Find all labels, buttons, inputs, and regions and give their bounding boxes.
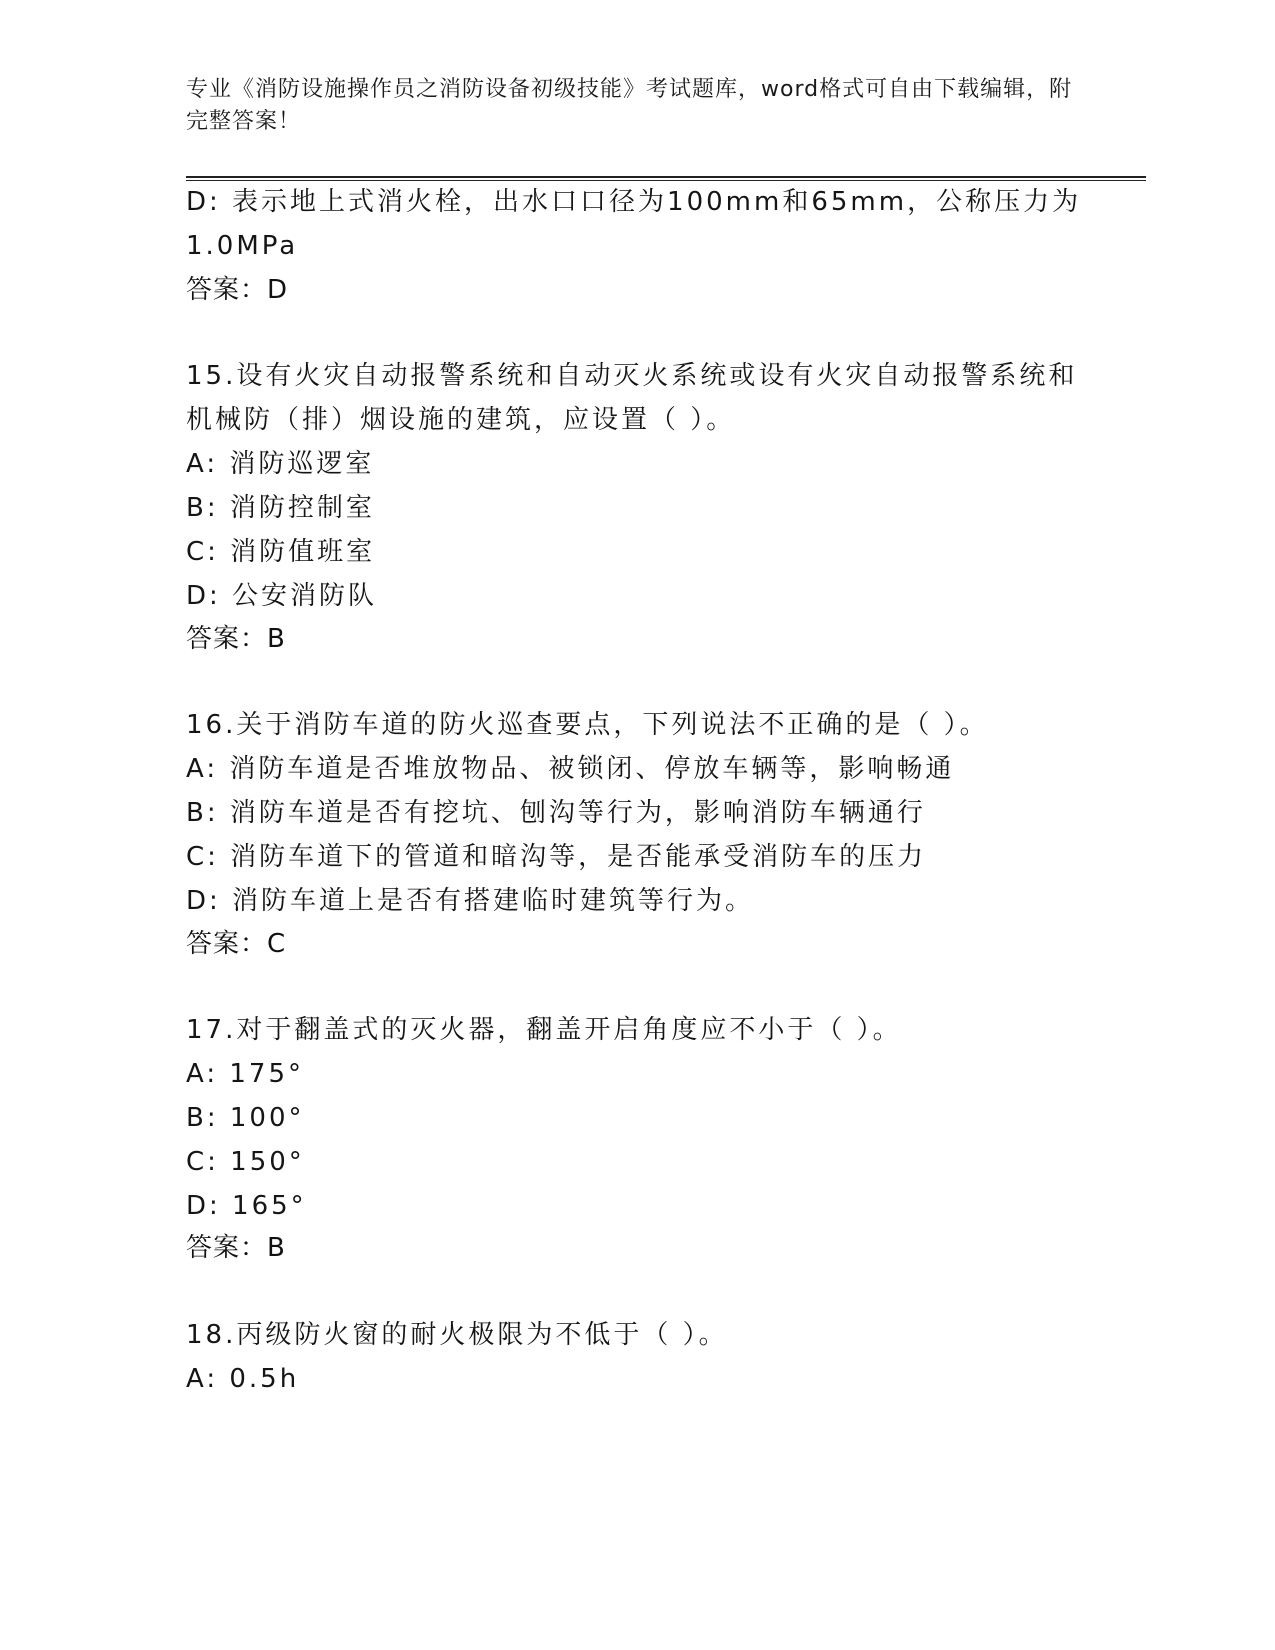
q17-option-d: D: 165° bbox=[186, 1191, 307, 1221]
q15-stem-line2: 机械防（排）烟设施的建筑，应设置（ ）。 bbox=[186, 405, 736, 435]
q16-answer: 答案：C bbox=[186, 929, 287, 959]
q15-option-c: C: 消防值班室 bbox=[186, 537, 376, 567]
q14-answer: 答案：D bbox=[186, 275, 289, 305]
q17-option-b: B: 100° bbox=[186, 1103, 305, 1133]
q17-option-c: C: 150° bbox=[186, 1147, 305, 1177]
q16-option-c: C: 消防车道下的管道和暗沟等，是否能承受消防车的压力 bbox=[186, 842, 927, 872]
q14-option-d-line2: 1.0MPa bbox=[186, 231, 299, 261]
q18-stem: 18.丙级防火窗的耐火极限为不低于（ ）。 bbox=[186, 1320, 728, 1350]
q14-option-d-line1: D: 表示地上式消火栓，出水口口径为100mm和65mm，公称压力为 bbox=[186, 187, 1082, 217]
q15-option-a: A: 消防巡逻室 bbox=[186, 449, 375, 479]
q15-stem-line1: 15.设有火灾自动报警系统和自动灭火系统或设有火灾自动报警系统和 bbox=[186, 361, 1078, 391]
q17-answer: 答案：B bbox=[186, 1233, 286, 1263]
q15-option-d: D: 公安消防队 bbox=[186, 581, 378, 611]
q15-answer: 答案：B bbox=[186, 624, 286, 654]
document-header: 专业《消防设施操作员之消防设备初级技能》考试题库，word格式可自由下载编辑，附完整答案！ bbox=[186, 77, 1073, 134]
q17-stem: 17.对于翻盖式的灭火器，翻盖开启角度应不小于（ ）。 bbox=[186, 1015, 902, 1045]
header-divider bbox=[186, 176, 1146, 181]
q17-option-a: A: 175° bbox=[186, 1059, 304, 1089]
q16-option-a: A: 消防车道是否堆放物品、被锁闭、停放车辆等，影响畅通 bbox=[186, 754, 955, 784]
q16-stem: 16.关于消防车道的防火巡查要点，下列说法不正确的是（ ）。 bbox=[186, 710, 989, 740]
q16-option-d: D: 消防车道上是否有搭建临时建筑等行为。 bbox=[186, 886, 755, 916]
q18-option-a: A: 0.5h bbox=[186, 1364, 300, 1394]
q15-option-b: B: 消防控制室 bbox=[186, 493, 375, 523]
q16-option-b: B: 消防车道是否有挖坑、刨沟等行为，影响消防车辆通行 bbox=[186, 798, 926, 828]
